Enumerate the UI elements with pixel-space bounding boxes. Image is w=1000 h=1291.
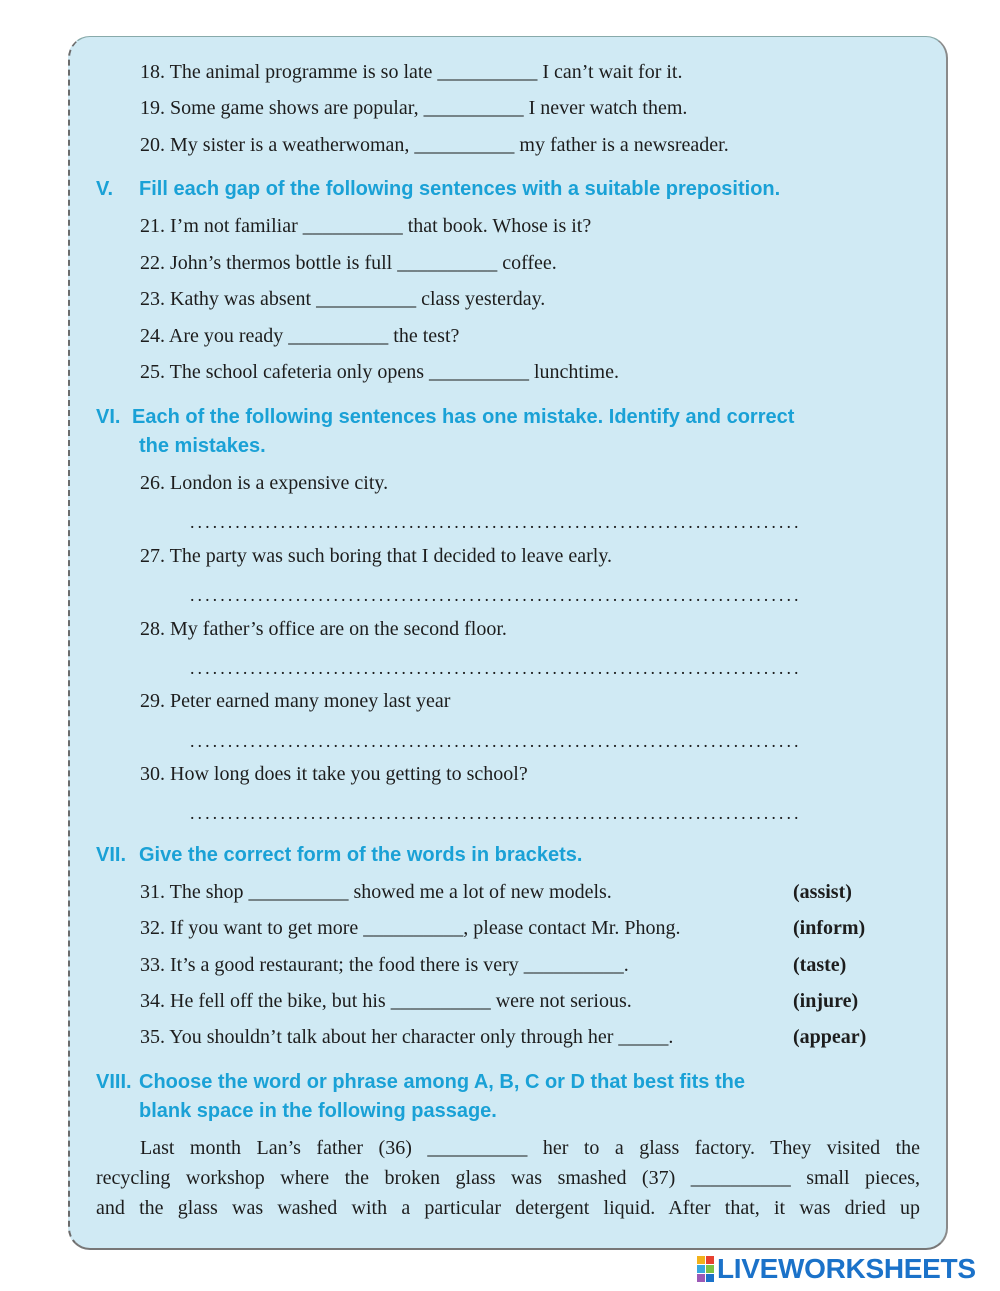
question-23: 23. Kathy was absent __________ class yesterday. [140,288,546,310]
section-vii-number: VII. [96,844,127,866]
logo-square [697,1256,705,1264]
word-33: (taste) [793,954,847,976]
question-18: 18. The animal programme is so late __________ I can’t wait for it. [140,61,683,83]
section-v-number: V. [96,178,114,200]
section-vi-heading [96,403,926,461]
logo-square [697,1265,705,1273]
logo-square [706,1256,714,1264]
question-32: 32. If you want to get more __________, please contact Mr. Phong. [140,917,681,939]
question-19: 19. Some game shows are popular, __________ I never watch them. [140,97,688,119]
word-34: (injure) [793,990,859,1012]
question-30: 30. How long does it take you getting to school? [140,763,528,785]
question-26: 26. London is a expensive city. [140,472,389,494]
word-31: (assist) [793,881,852,903]
question-21: 21. I’m not familiar __________ that book. Whose is it? [140,215,592,237]
word-32: (inform) [793,917,866,939]
section-viii-heading [96,1068,926,1126]
answer-line-30[interactable]: ................................................................................. [190,803,802,823]
question-34: 34. He fell off the bike, but his __________ were not serious. [140,990,632,1012]
section-v-heading [96,175,926,204]
passage-line-3: and the glass was washed with a particular detergent liquid. After that, it was dried up [96,1197,920,1219]
question-22: 22. John’s thermos bottle is full __________ coffee. [140,252,557,274]
liveworksheets-logo[interactable] [697,1254,976,1284]
section-viii-title: Choose the word or phrase among A, B, C or D that best fits the [139,1071,745,1093]
answer-line-26[interactable]: ................................................................................. [190,512,802,532]
question-31: 31. The shop __________ showed me a lot of new models. [140,881,612,903]
question-25: 25. The school cafeteria only opens __________ lunchtime. [140,361,619,383]
logo-square [706,1265,714,1273]
logo-square [697,1274,705,1282]
section-viii-title-cont: blank space in the following passage. [139,1100,497,1122]
section-vi-title-cont: the mistakes. [139,435,266,457]
section-vi-title: Each of the following sentences has one mistake. Identify and correct [132,406,795,428]
word-35: (appear) [793,1026,867,1048]
section-v-title: Fill each gap of the following sentences with a suitable preposition. [139,178,781,200]
question-24: 24. Are you ready __________ the test? [140,325,460,347]
section-vi-number: VI. [96,406,121,428]
answer-line-27[interactable]: ................................................................................. [190,585,802,605]
reading-passage [96,1133,920,1223]
answer-line-28[interactable]: ................................................................................. [190,658,802,678]
question-20: 20. My sister is a weatherwoman, __________ my father is a newsreader. [140,134,729,156]
logo-text: LIVEWORKSHEETS [717,1253,976,1284]
question-35: 35. You shouldn’t talk about her character only through her _____. [140,1026,674,1048]
section-viii-number: VIII. [96,1071,132,1093]
question-29: 29. Peter earned many money last year [140,690,451,712]
question-33: 33. It’s a good restaurant; the food there is very __________. [140,954,629,976]
logo-mark-icon [697,1256,714,1282]
question-28: 28. My father’s office are on the second floor. [140,618,507,640]
answer-line-29[interactable]: ................................................................................. [190,731,802,751]
logo-square [706,1274,714,1282]
passage-line-1: Last month Lan’s father (36) __________ her to a glass factory. They visited the [140,1137,920,1159]
section-vii-title: Give the correct form of the words in brackets. [139,844,583,866]
passage-line-2: recycling workshop where the broken glass was smashed (37) __________ small pieces, [96,1167,920,1189]
section-vii-heading [96,841,926,870]
question-27: 27. The party was such boring that I decided to leave early. [140,545,613,567]
